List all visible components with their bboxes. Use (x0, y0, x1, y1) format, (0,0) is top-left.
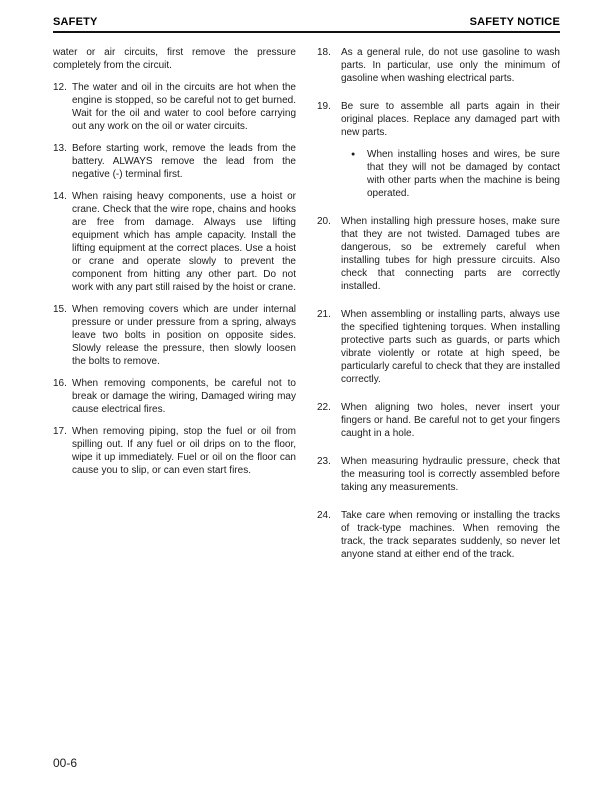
left-column (53, 46, 296, 576)
list-item-23 (317, 455, 560, 494)
item-text: When removing covers which are under internal pressure or under pressure from a spring, always leave two bolts in position on opposite sides. Slowly release the pressure, then slowly loosen the bolts to remove. (72, 304, 296, 367)
item-number: 16. (53, 378, 67, 389)
continuation-paragraph: water or air circuits, first remove the pressure completely from the circuit. (53, 47, 296, 71)
bullet-icon: ● (351, 151, 356, 158)
item-text-main: Be sure to assemble all parts again in their original places. Replace any damaged part with new parts. (341, 101, 560, 138)
item-text: When removing piping, stop the fuel or oil from spilling out. If any fuel or oil drips on to the floor, wipe it up immediately. Fuel or oil on the floor can cause you to slip, or can even start fires. (72, 426, 296, 476)
item-text: As a general rule, do not use gasoline to wash parts. In particular, use only the minimum of gasoline when washing electrical parts. (341, 47, 560, 84)
item-text: Before starting work, remove the leads from the battery. ALWAYS remove the lead from the negative (-) terminal first. (72, 143, 296, 180)
right-column (317, 46, 560, 576)
item-text: When measuring hydraulic pressure, check that the measuring tool is correctly assembled before taking any measurements. (341, 456, 560, 493)
item-number: 13. (53, 143, 67, 154)
bullet-text: When installing hoses and wires, be sure that they will not be damaged by contact with other parts when the machine is being operated. (367, 149, 560, 199)
list-item-17 (53, 425, 296, 477)
item-number: 21. (317, 309, 331, 320)
list-item-19 (317, 100, 560, 200)
item-number: 14. (53, 191, 67, 202)
item-number: 24. (317, 510, 331, 521)
list-item-24 (317, 509, 560, 561)
item-text: The water and oil in the circuits are hot when the engine is stopped, so be careful not to get burned. Wait for the oil and water to cool before carrying out any work on the oil or water circuits. (72, 82, 296, 132)
bullet-point (341, 148, 560, 200)
list-item-15 (53, 303, 296, 368)
list-item-12 (53, 81, 296, 133)
item-text: Take care when removing or installing the tracks of track-type machines. When removing the track, the track separates suddenly, so never let anyone stand at either end of the track. (341, 510, 560, 560)
list-item-20 (317, 215, 560, 293)
list-item-18 (317, 46, 560, 85)
item-number: 20. (317, 216, 331, 227)
header-section-title: SAFETY (53, 16, 98, 28)
item-text (341, 100, 560, 200)
item-number: 23. (317, 456, 331, 467)
list-item-14 (53, 190, 296, 294)
item-number: 22. (317, 402, 331, 413)
item-number: 18. (317, 47, 331, 58)
list-item-13 (53, 142, 296, 181)
page-header (53, 16, 560, 33)
item-number: 12. (53, 82, 67, 93)
header-notice-title: SAFETY NOTICE (469, 16, 560, 28)
page-number: 00-6 (53, 756, 78, 770)
item-number: 17. (53, 426, 67, 437)
item-text: When raising heavy components, use a hoist or crane. Check that the wire rope, chains and hooks are free from damage. Always use lifting equipment which has ample capacity. Install the lifting equipment at the correct places. Use a hoist or crane and operate slowly to prevent the component from hitting any other part. Do not work with any part still raised by the hoist or crane. (72, 191, 296, 293)
item-text: When removing components, be careful not to break or damage the wiring, Damaged wiring may cause electrical fires. (72, 378, 296, 415)
item-number: 19. (317, 101, 331, 112)
list-item-22 (317, 401, 560, 440)
item-text: When aligning two holes, never insert your fingers or hand. Be careful not to get your fingers caught in a hole. (341, 402, 560, 439)
item-text: When assembling or installing parts, always use the specified tightening torques. When installing protective parts such as guards, or parts which vibrate violently or rotate at high speed, be particularly careful to check that they are installed correctly. (341, 309, 560, 385)
content-columns (53, 46, 560, 576)
item-text: When installing high pressure hoses, make sure that they are not twisted. Damaged tubes are dangerous, so be extremely careful when installing tubes for high pressure circuits. Also check that connecting parts are correctly installed. (341, 216, 560, 292)
list-item-21 (317, 308, 560, 386)
item-number: 15. (53, 304, 67, 315)
list-item-16 (53, 377, 296, 416)
